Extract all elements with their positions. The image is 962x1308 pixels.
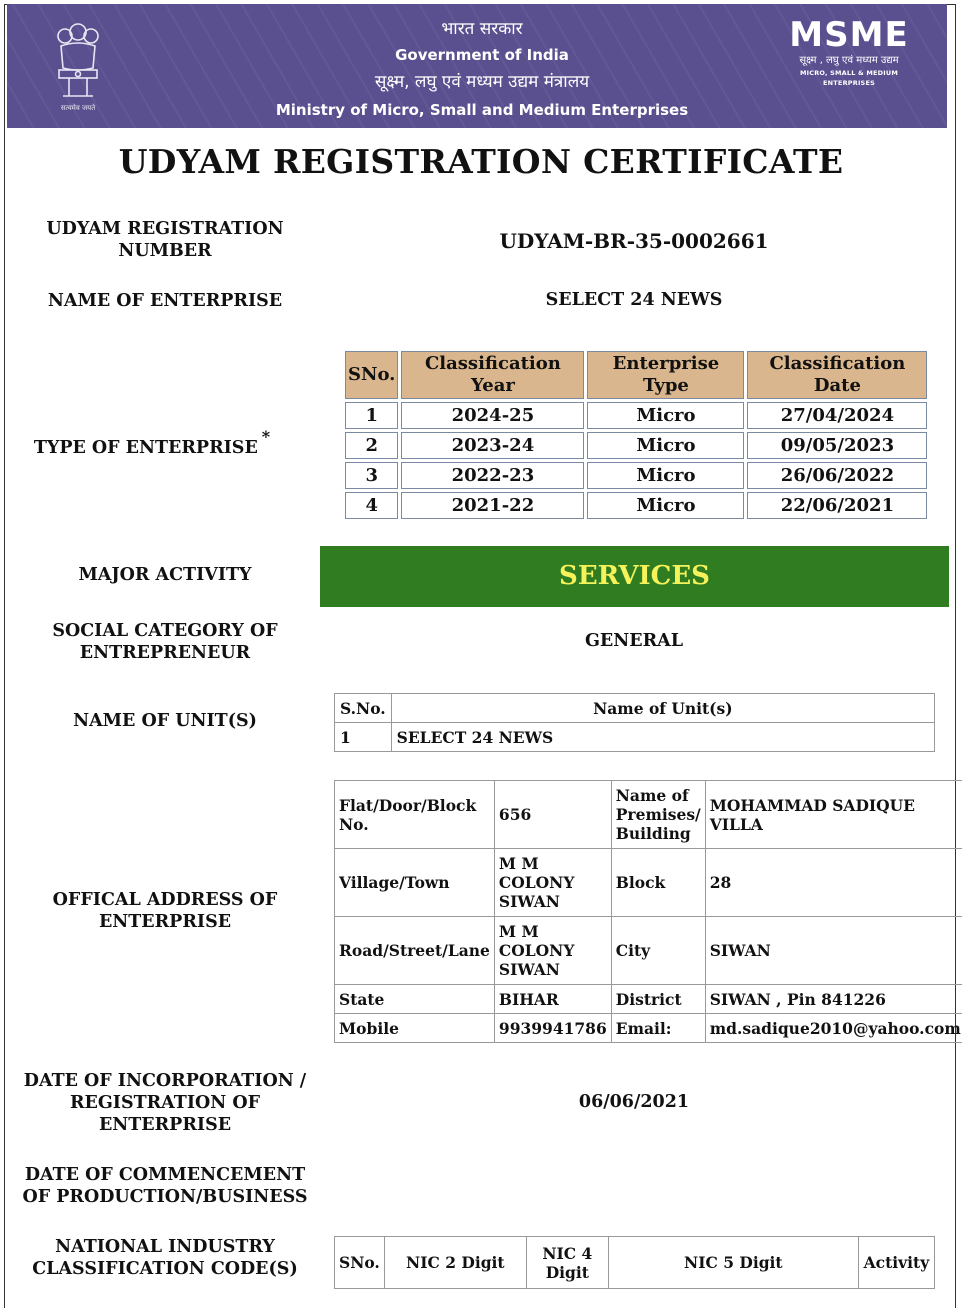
cell-field-label: Road/Street/Lane bbox=[335, 917, 495, 985]
cell-field-value: BIHAR bbox=[494, 985, 611, 1014]
msme-english-subtitle: MICRO, SMALL & MEDIUM ENTERPRISES bbox=[799, 69, 899, 87]
cell-field-value: 28 bbox=[705, 849, 962, 917]
table-row bbox=[335, 849, 962, 917]
cell-field-label: Flat/Door/Block No. bbox=[335, 781, 495, 849]
msme-logo-text: MSME bbox=[789, 15, 909, 55]
header-banner bbox=[7, 4, 947, 128]
cell-year: 2022-23 bbox=[401, 462, 584, 489]
cell-type: Micro bbox=[587, 432, 744, 459]
table-row bbox=[335, 781, 962, 849]
cell-field-value: md.sadique2010@yahoo.com bbox=[705, 1014, 962, 1043]
header-classification-year: Classification Year bbox=[401, 351, 584, 399]
government-heading bbox=[197, 16, 767, 124]
cell-field-label: Village/Town bbox=[335, 849, 495, 917]
header-sno: SNo. bbox=[335, 1237, 385, 1289]
emblem-caption: सत्यमेव जयते bbox=[60, 104, 96, 112]
nic-header-row bbox=[335, 1237, 935, 1289]
cell-type: Micro bbox=[587, 492, 744, 519]
header-classification-date: Classification Date bbox=[747, 351, 927, 399]
english-government-text: Government of India bbox=[395, 46, 569, 64]
cell-field-value: M M COLONY SIWAN bbox=[494, 849, 611, 917]
cell-field-value: 656 bbox=[494, 781, 611, 849]
unit-names-label: NAME OF UNIT(S) bbox=[73, 711, 257, 731]
cell-date: 22/06/2021 bbox=[747, 492, 927, 519]
units-header-row bbox=[335, 694, 935, 723]
table-row bbox=[345, 402, 927, 429]
header-sno: SNo. bbox=[345, 351, 398, 399]
table-row bbox=[345, 432, 927, 459]
cell-field-value: 9939941786 bbox=[494, 1014, 611, 1043]
enterprise-name-value: SELECT 24 NEWS bbox=[545, 290, 723, 310]
cell-field-value: M M COLONY SIWAN bbox=[494, 917, 611, 985]
table-row bbox=[335, 917, 962, 985]
msme-hindi-subtitle: सूक्ष्म , लघु एवं मध्यम उद्यम bbox=[799, 55, 899, 66]
cell-year: 2023-24 bbox=[401, 432, 584, 459]
enterprise-type-label-text: TYPE OF ENTERPRISE bbox=[33, 437, 258, 458]
asterisk-mark: * bbox=[261, 427, 271, 446]
social-category-label: SOCIAL CATEGORY OF ENTREPRENEUR bbox=[52, 621, 278, 663]
cell-field-label: Block bbox=[611, 849, 705, 917]
cell-sno: 1 bbox=[345, 402, 398, 429]
cell-type: Micro bbox=[587, 462, 744, 489]
classification-table bbox=[342, 348, 930, 522]
major-activity-value: SERVICES bbox=[320, 546, 949, 607]
cell-field-label: Name of Premises/ Building bbox=[611, 781, 705, 849]
cell-type: Micro bbox=[587, 402, 744, 429]
registration-number-value: UDYAM-BR-35-0002661 bbox=[499, 229, 769, 253]
cell-date: 26/06/2022 bbox=[747, 462, 927, 489]
header-nic-4-digit: NIC 4 Digit bbox=[526, 1237, 608, 1289]
commencement-date-label: DATE OF COMMENCEMENT OF PRODUCTION/BUSINESS bbox=[22, 1165, 308, 1207]
address-label: OFFICAL ADDRESS OF ENTERPRISE bbox=[52, 890, 278, 932]
table-row bbox=[335, 1014, 962, 1043]
cell-sno: 2 bbox=[345, 432, 398, 459]
english-ministry-text: Ministry of Micro, Small and Medium Enterprises bbox=[275, 101, 689, 119]
cell-field-label: Mobile bbox=[335, 1014, 495, 1043]
registration-number-label: UDYAM REGISTRATION NUMBER bbox=[46, 219, 284, 261]
cell-field-value: SIWAN , Pin 841226 bbox=[705, 985, 962, 1014]
social-category-value: GENERAL bbox=[584, 631, 684, 651]
enterprise-name-label: NAME OF ENTERPRISE bbox=[47, 291, 283, 311]
enterprise-type-label bbox=[20, 427, 284, 459]
table-row bbox=[335, 723, 935, 752]
cell-field-value: MOHAMMAD SADIQUE VILLA bbox=[705, 781, 962, 849]
hindi-ministry-text: सूक्ष्म, लघु एवं मध्यम उद्यम मंत्रालय bbox=[374, 72, 590, 92]
certificate-title: UDYAM REGISTRATION CERTIFICATE bbox=[118, 142, 844, 181]
header-sno: S.No. bbox=[335, 694, 392, 723]
cell-sno: 4 bbox=[345, 492, 398, 519]
cell-field-value: SIWAN bbox=[705, 917, 962, 985]
nic-codes-label: NATIONAL INDUSTRY CLASSIFICATION CODE(S) bbox=[32, 1237, 298, 1279]
table-row bbox=[345, 492, 927, 519]
units-table bbox=[334, 693, 935, 752]
nic-table bbox=[334, 1236, 935, 1289]
cell-field-label: State bbox=[335, 985, 495, 1014]
national-emblem-icon bbox=[43, 18, 113, 114]
major-activity-label: MAJOR ACTIVITY bbox=[78, 565, 252, 585]
cell-field-label: Email: bbox=[611, 1014, 705, 1043]
cell-year: 2021-22 bbox=[401, 492, 584, 519]
header-nic-2-digit: NIC 2 Digit bbox=[384, 1237, 526, 1289]
address-table bbox=[334, 780, 962, 1043]
cell-date: 27/04/2024 bbox=[747, 402, 927, 429]
incorporation-date-value: 06/06/2021 bbox=[578, 1092, 690, 1112]
cell-field-label: District bbox=[611, 985, 705, 1014]
cell-sno: 3 bbox=[345, 462, 398, 489]
header-unit-name: Name of Unit(s) bbox=[391, 694, 934, 723]
cell-year: 2024-25 bbox=[401, 402, 584, 429]
table-row bbox=[335, 985, 962, 1014]
cell-unit-name: SELECT 24 NEWS bbox=[391, 723, 934, 752]
header-nic-5-digit: NIC 5 Digit bbox=[608, 1237, 858, 1289]
cell-field-label: City bbox=[611, 917, 705, 985]
classification-header-row bbox=[345, 351, 927, 399]
msme-logo bbox=[779, 15, 919, 88]
incorporation-date-label: DATE OF INCORPORATION / REGISTRATION OF ENTERPRISE bbox=[23, 1071, 307, 1135]
cell-date: 09/05/2023 bbox=[747, 432, 927, 459]
table-row bbox=[345, 462, 927, 489]
hindi-government-text: भारत सरकार bbox=[441, 19, 523, 39]
header-activity: Activity bbox=[858, 1237, 934, 1289]
header-enterprise-type: Enterprise Type bbox=[587, 351, 744, 399]
cell-sno: 1 bbox=[335, 723, 392, 752]
